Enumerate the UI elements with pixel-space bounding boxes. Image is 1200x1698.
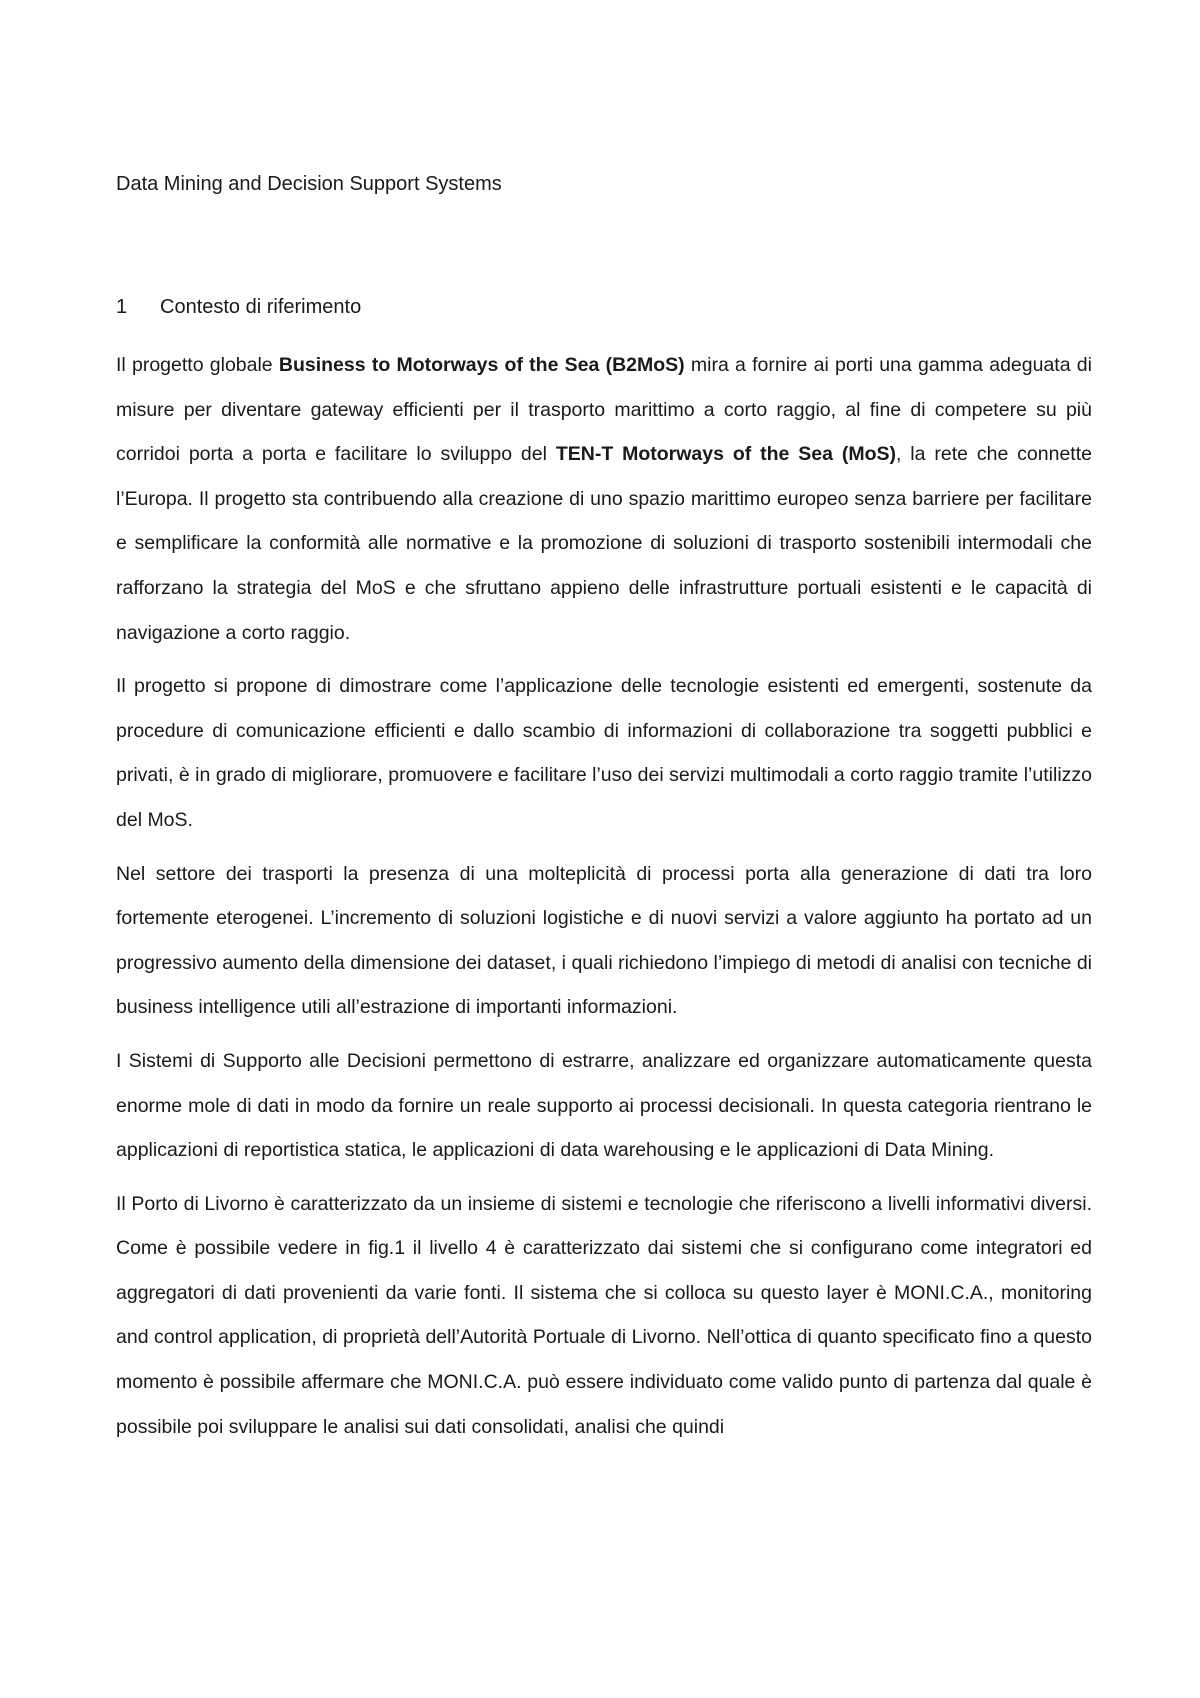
paragraph-1-bold-tent: TEN-T Motorways of the Sea (MoS) [555,443,896,466]
paragraph-1-text-a: Il progetto globale [116,354,279,376]
paragraph-1-text-c: mira a fornire ai porti una gamma adeguata di misure per diventare gateway efficienti per il trasporto marittimo a corto raggio, al fine di competere su più corridoi porta a porta e facilitare lo sviluppo del [116,354,1092,466]
paragraph-3: Nel settore dei trasporti la presenza di una molteplicità di processi porta alla generazione di dati tra loro fortemente eterogenei. L’incremento di soluzioni logistiche e di nuovi servizi a valore aggiunto ha portato ad un progressivo aumento della dimensione dei dataset, i quali richiedono l’impiego di metodi di analisi con tecniche di business intelligence utili all’estrazione di importanti informazioni. [116,862,1092,1019]
body-text [116,343,1092,1458]
paragraph-1-bold-b2mos: Business to Motorways of the Sea (B2MoS) [278,354,685,376]
paragraph-1-text-d: , la rete che connette l’Europa. Il progetto sta contribuendo alla creazione di uno spazio marittimo europeo senza barriere per facilitare e semplificare la conformità alle normative e la promozione di soluzioni di trasporto sostenibili intermodali che rafforzano la strategia del MoS e che sfruttano appieno delle infrastrutture portuali esistenti e le capacità di navigazione a corto raggio. [116,443,1092,644]
document-title: Data Mining and Decision Support Systems [116,173,502,195]
section-number: 1 [116,296,128,318]
paragraph-5: Il Porto di Livorno è caratterizzato da un insieme di sistemi e tecnologie che riferiscono a livelli informativi diversi. Come è possibile vedere in fig.1 il livello 4 è caratterizzato dai sistemi che si configurano come integratori ed aggregatori di dati provenienti da varie fonti. Il sistema che si colloca su questo layer è MONI.C.A., monitoring and control application, di proprietà dell’Autorità Portuale di Livorno. Nell’ottica di quanto specificato fino a questo momento è possibile affermare che MONI.C.A. può essere individuato come valido punto di partenza dal quale è possibile poi sviluppare le analisi sui dati consolidati, analisi che quindi [116,1192,1092,1438]
section-heading-text: Contesto di riferimento [160,296,362,318]
paragraph-2: Il progetto si propone di dimostrare come l’applicazione delle tecnologie esistenti ed emergenti, sostenute da procedure di comunicazione efficienti e dallo scambio di informazioni di collaborazione tra soggetti pubblici e privati, è in grado di migliorare, promuovere e facilitare l’uso dei servizi multimodali a corto raggio tramite l’utilizzo del MoS. [116,675,1092,831]
paragraph-1 [116,343,1092,655]
section-heading [116,293,361,321]
paragraph-4: I Sistemi di Supporto alle Decisioni permettono di estrarre, analizzare ed organizzare automaticamente questa enorme mole di dati in modo da fornire un reale supporto ai processi decisionali. In questa categoria rientrano le applicazioni di reportistica statica, le applicazioni di data warehousing e le applicazioni di Data Mining. [116,1049,1092,1162]
